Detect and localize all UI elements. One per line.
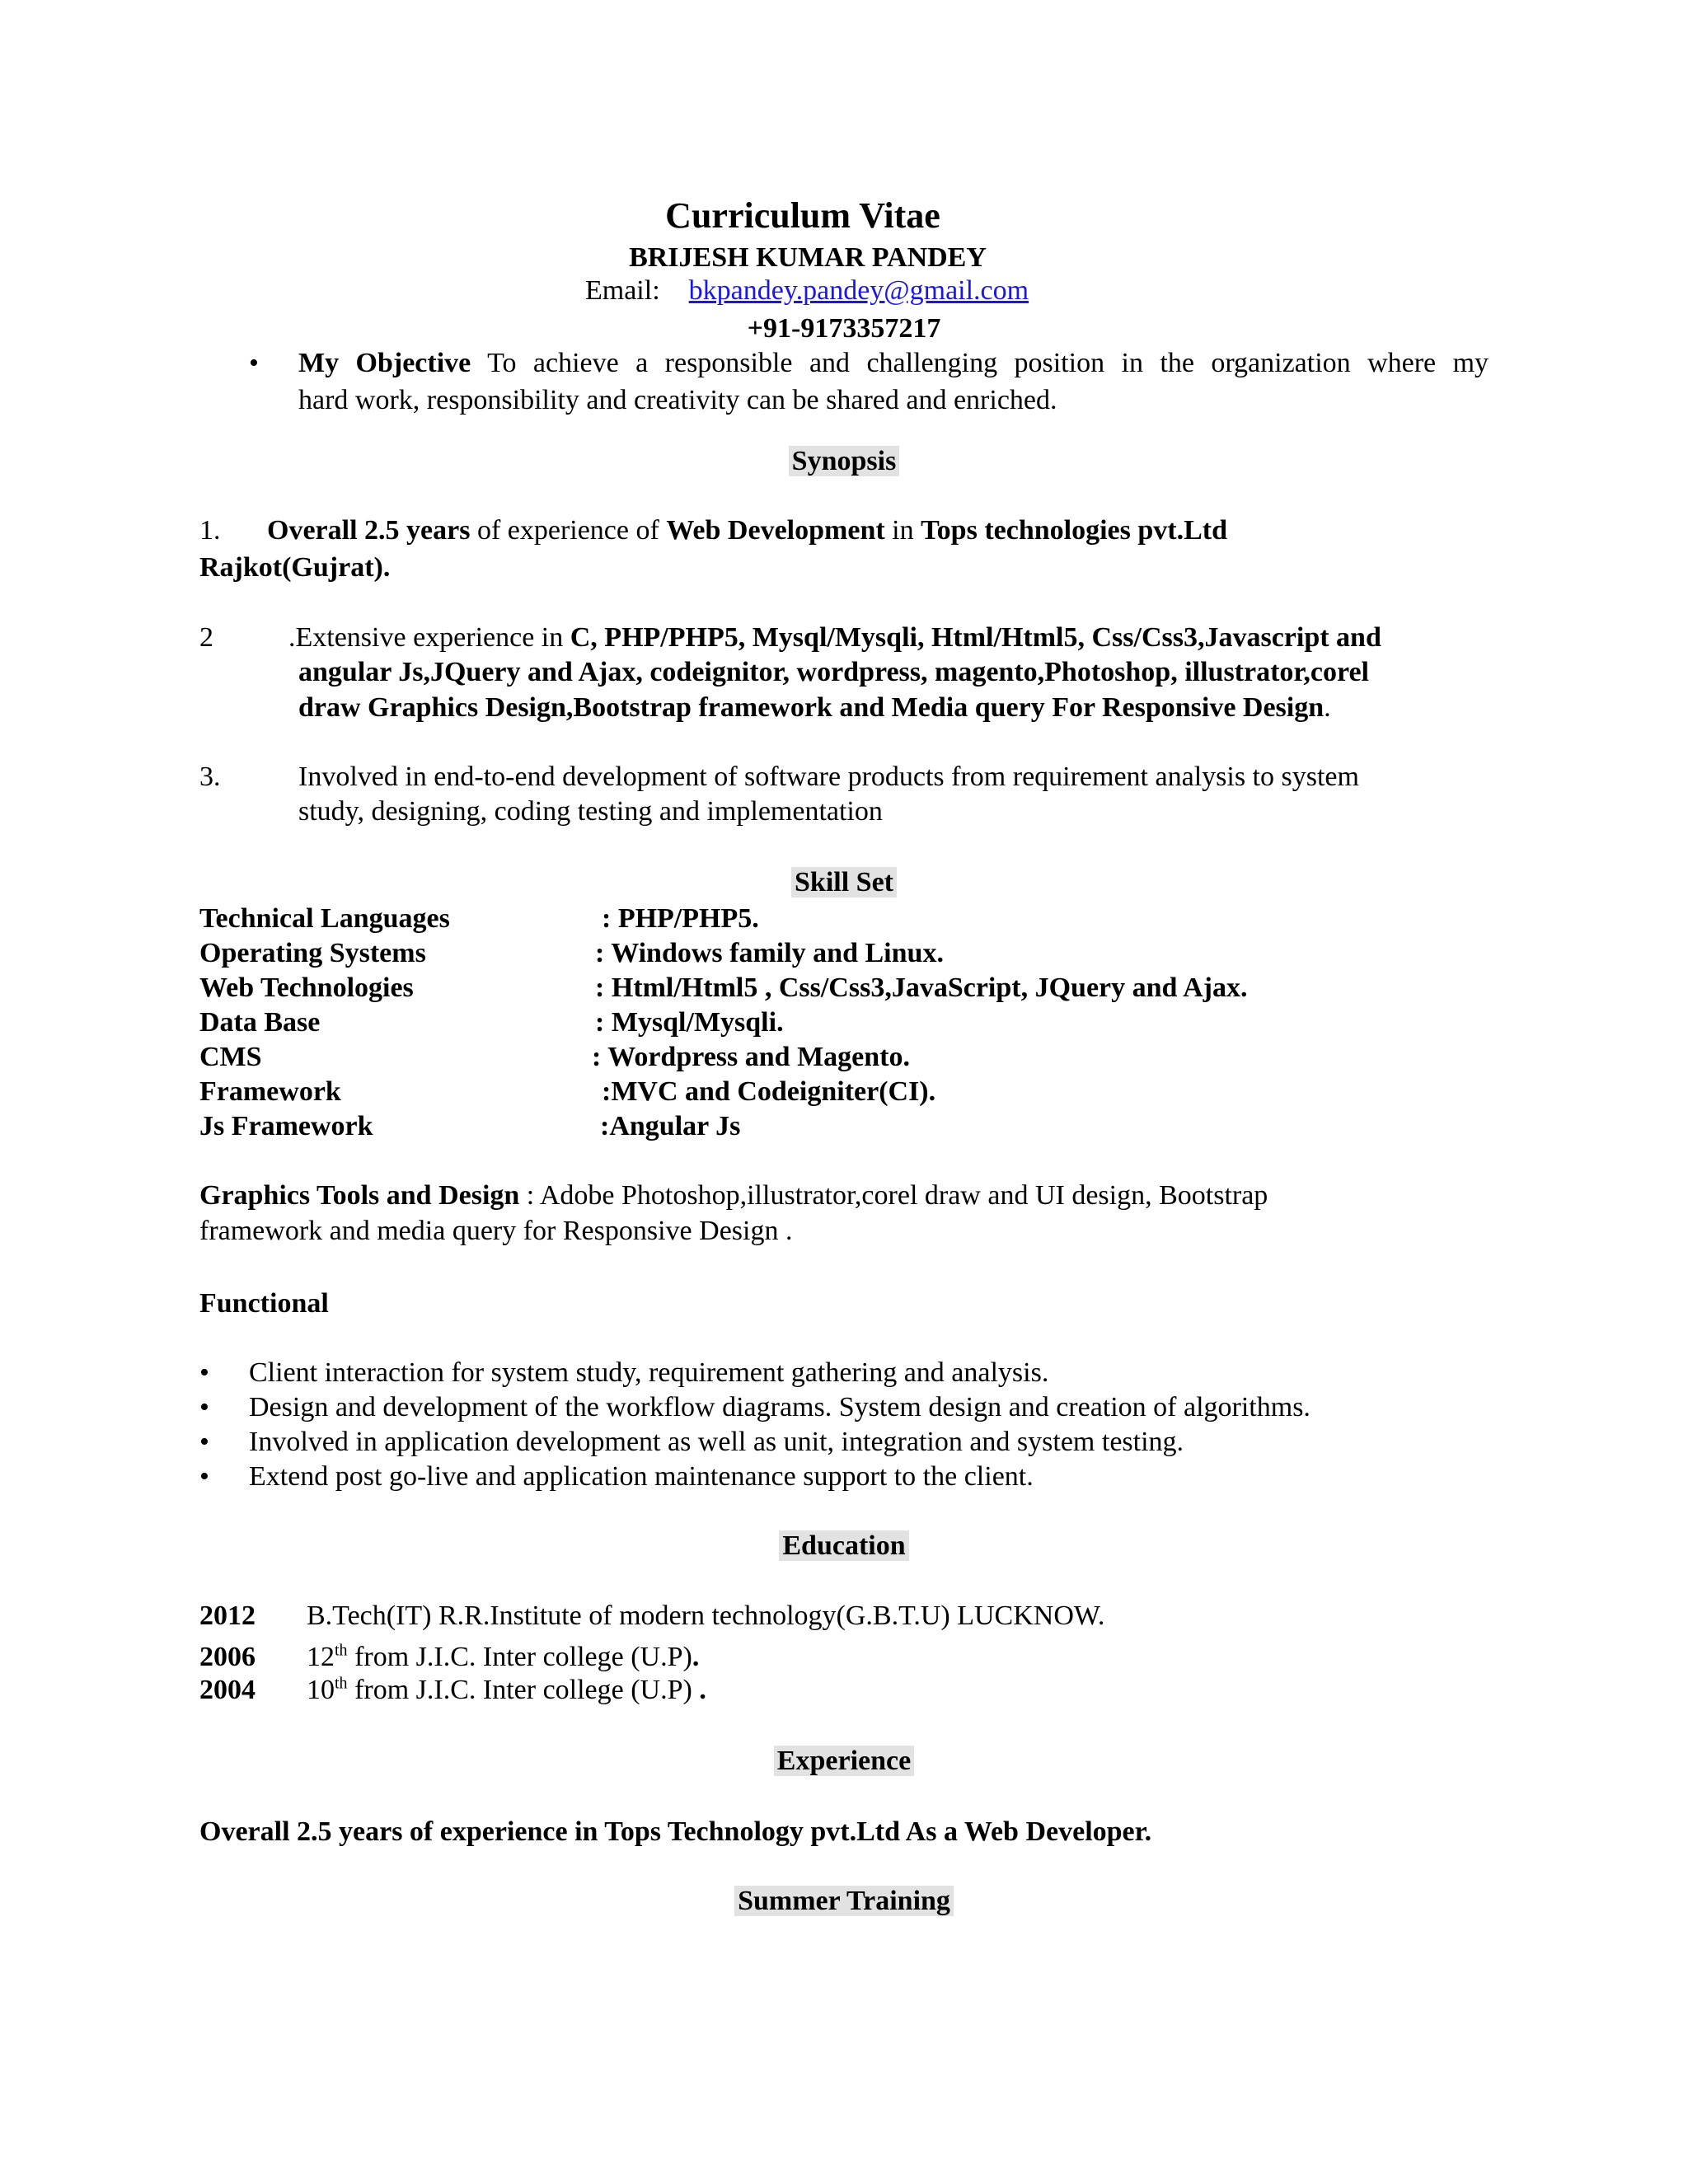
skill-label: Js Framework [199, 1111, 373, 1141]
objective-label: My Objective [298, 348, 471, 378]
education-detail [307, 1673, 706, 1708]
skill-value: :Angular Js [600, 1111, 741, 1141]
graphics-tools-line-2: framework and media query for Responsive Design . [199, 1216, 793, 1246]
education-period: . [692, 1642, 700, 1672]
skill-label: Web Technologies [199, 972, 414, 1003]
skill-value: : Windows family and Linux. [595, 938, 944, 968]
education-school: from J.I.C. Inter college (U.P) [347, 1675, 700, 1705]
document-title: Curriculum Vitae [665, 195, 940, 236]
objective-text-2: hard work, responsibility and creativity can be shared and enriched. [298, 385, 1057, 415]
functional-item: Extend post go-live and application maintenance support to the client. [249, 1461, 1034, 1492]
education-school: from J.I.C. Inter college (U.P) [347, 1642, 692, 1672]
graphics-tools-text-1: : Adobe Photoshop,illustrator,corel draw and UI design, Bootstrap [519, 1180, 1268, 1211]
synopsis-item-1-text-b: in [884, 515, 921, 546]
education-year: 2012 [199, 1601, 256, 1631]
synopsis-item-3-line-2: study, designing, coding testing and implementation [298, 796, 883, 827]
education-period: . [699, 1675, 706, 1705]
synopsis-item-3-line-1: Involved in end-to-end development of software products from requirement analysis to system [298, 762, 1359, 792]
experience-heading: Experience [774, 1746, 914, 1776]
synopsis-item-1-text-a: of experience of [470, 515, 667, 546]
skill-value: : Wordpress and Magento. [592, 1042, 911, 1072]
skill-value: : Html/Html5 , Css/Css3,JavaScript, JQuery and Ajax. [595, 972, 1248, 1003]
synopsis-item-2-number: 2 [199, 622, 213, 653]
skill-label: CMS [199, 1042, 262, 1072]
synopsis-item-1-line-1 [267, 513, 1227, 548]
education-heading-wrap [0, 1529, 1688, 1563]
training-heading-wrap [0, 1884, 1688, 1919]
skills-heading-wrap [0, 865, 1688, 900]
synopsis-item-2-line-3-text: draw Graphics Design,Bootstrap framework and Media query For Responsive Design [298, 692, 1325, 723]
graphics-tools-line-1 [199, 1179, 1268, 1213]
synopsis-heading: Synopsis [789, 446, 900, 476]
candidate-name: BRIJESH KUMAR PANDEY [629, 242, 987, 273]
education-detail: B.Tech(IT) R.R.Institute of modern technology(G.B.T.U) LUCKNOW. [307, 1601, 1105, 1631]
skill-label: Framework [199, 1076, 341, 1107]
bullet: • [199, 1357, 209, 1388]
objective-text-1: To achieve a responsible and challenging position in the organization where my [487, 348, 1489, 378]
synopsis-heading-wrap [0, 444, 1688, 479]
education-grade-suffix: th [335, 1641, 348, 1660]
education-grade-suffix: th [335, 1674, 348, 1693]
functional-item: Design and development of the workflow diagrams. System design and creation of algorithms. [249, 1392, 1311, 1422]
synopsis-item-2-intro: .Extensive experience in [288, 622, 570, 653]
education-grade: 12 [307, 1642, 335, 1672]
bullet: • [199, 1461, 209, 1492]
synopsis-item-2-line-3 [298, 691, 1331, 725]
synopsis-item-1-company: Tops technologies pvt.Ltd [921, 515, 1227, 546]
email-link[interactable]: bkpandey.pandey@gmail.com [688, 275, 1029, 306]
synopsis-item-2-skills: C, PHP/PHP5, Mysql/Mysqli, Html/Html5, Css/Css3,Javascript and [570, 622, 1381, 653]
skill-label: Technical Languages [199, 903, 450, 934]
functional-item: Involved in application development as well as unit, integration and system testing. [249, 1427, 1184, 1457]
experience-heading-wrap [0, 1744, 1688, 1779]
education-grade: 10 [307, 1675, 335, 1705]
synopsis-item-3-number: 3. [199, 762, 221, 792]
education-heading: Education [779, 1530, 908, 1561]
functional-heading: Functional [199, 1288, 329, 1319]
skill-label: Data Base [199, 1007, 321, 1038]
email-label: Email: [585, 275, 660, 306]
skills-heading: Skill Set [791, 867, 897, 898]
phone-number: +91-9173357217 [747, 313, 941, 344]
synopsis-item-1-line-2: Rajkot(Gujrat). [199, 552, 391, 583]
graphics-tools-label: Graphics Tools and Design [199, 1180, 520, 1211]
experience-summary: Overall 2.5 years of experience in Tops Technology pvt.Ltd As a Web Developer. [199, 1816, 1152, 1847]
functional-item: Client interaction for system study, requirement gathering and analysis. [249, 1357, 1049, 1388]
synopsis-item-2-line-1 [288, 621, 1381, 655]
objective-bullet: • [249, 348, 259, 378]
skill-label: Operating Systems [199, 938, 426, 968]
objective-line-1 [298, 346, 1489, 381]
synopsis-item-1-duration: Overall 2.5 years [267, 515, 471, 546]
synopsis-item-1-number: 1. [199, 515, 221, 546]
education-year: 2004 [199, 1675, 256, 1705]
education-detail [307, 1640, 699, 1675]
training-heading: Summer Training [734, 1886, 954, 1916]
synopsis-item-2-line-2: angular Js,JQuery and Ajax, codeignitor, wordpress, magento,Photoshop, illustrator,corel [298, 657, 1369, 687]
synopsis-item-2-period: . [1324, 692, 1331, 723]
synopsis-item-1-field: Web Development [666, 515, 885, 546]
skill-value: : Mysql/Mysqli. [595, 1007, 784, 1038]
bullet: • [199, 1427, 209, 1457]
skill-value: : PHP/PHP5. [602, 903, 759, 934]
education-year: 2006 [199, 1642, 256, 1672]
skill-value: :MVC and Codeigniter(CI). [602, 1076, 936, 1107]
email-line [585, 274, 1029, 308]
bullet: • [199, 1392, 209, 1422]
